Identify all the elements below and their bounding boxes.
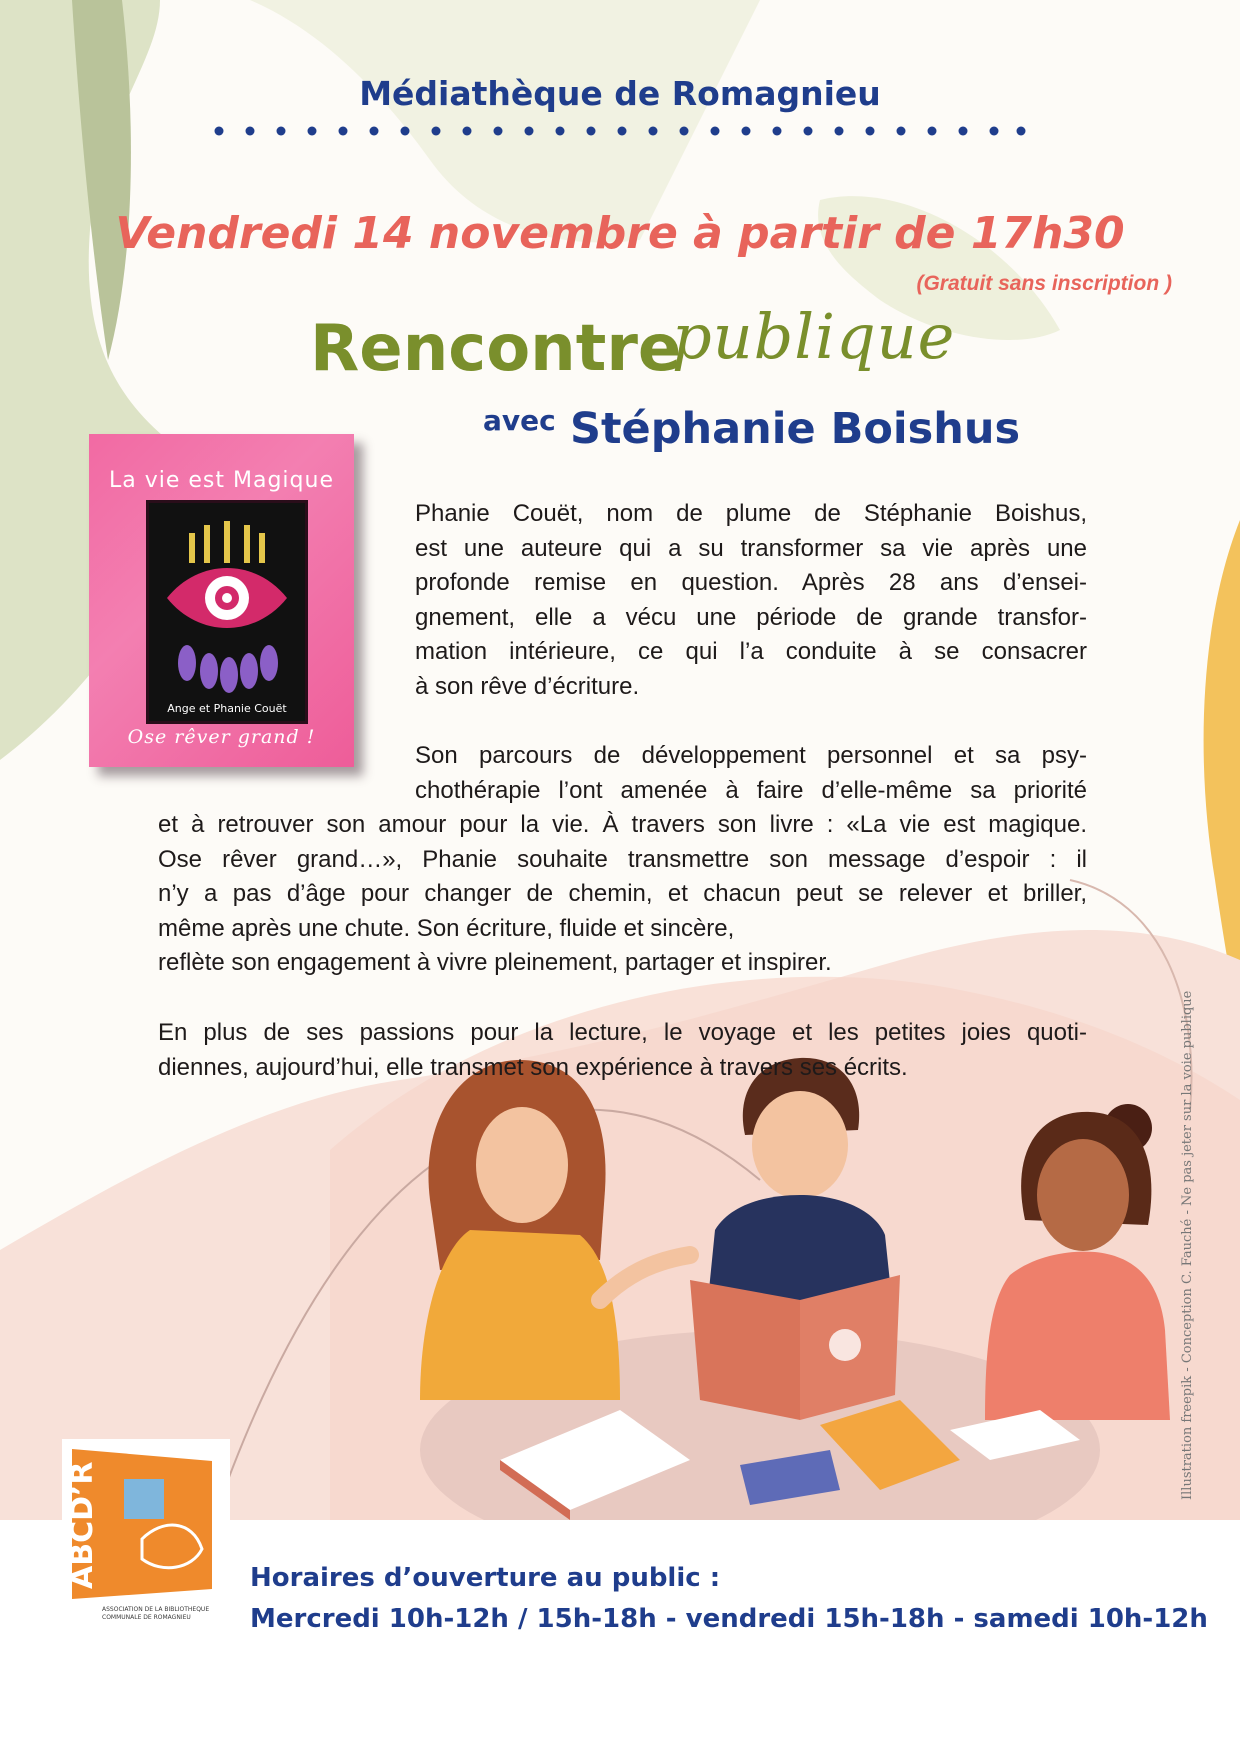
- book-cover-artwork: [146, 500, 308, 724]
- book-cover-authors: Ange et Phanie Couët: [167, 702, 287, 715]
- text-line: profonde remise en question. Après 28 ans d’ensei-: [415, 569, 1087, 597]
- author-name: Stéphanie Boishus: [570, 404, 1021, 454]
- text-line: chothérapie l’ont amenée à faire d’elle-même sa priorité: [415, 776, 1087, 804]
- text-line: Ose rêver grand…», Phanie souhaite transmettre son message d’espoir : il: [158, 845, 1087, 873]
- illustration-credit: Illustration freepik - Conception C. Fauché - Ne pas jeter sur la voie publique: [1180, 990, 1195, 1500]
- event-date: Vendredi 14 novembre à partir de 17h30: [115, 208, 1125, 259]
- book-cover-tagline: Ose rêver grand !: [127, 726, 316, 748]
- text-line: est une auteure qui a su transformer sa vie après une: [415, 534, 1087, 562]
- book-cover: [89, 434, 354, 767]
- abcdr-logo: [62, 1439, 230, 1635]
- text-line: n’y a pas d’âge pour changer de chemin, et chacun peut se relever et briller,: [158, 880, 1087, 908]
- text-line: Phanie Couët, nom de plume de Stéphanie Boishus,: [415, 500, 1087, 527]
- library-title: Médiathèque de Romagnieu: [359, 74, 881, 113]
- paragraph-passions: [158, 1016, 1087, 1085]
- text-line: diennes, aujourd’hui, elle transmet son expérience à travers ses écrits.: [158, 1053, 908, 1081]
- text-line: même après une chute. Son écriture, fluide et sincère,: [158, 914, 735, 942]
- heading-publique-script: publique: [672, 300, 956, 373]
- dotted-divider: [212, 124, 1028, 138]
- paragraph-journey-start: [415, 739, 1087, 808]
- book-cover-title: La vie est Magique: [109, 468, 334, 493]
- paragraph-journey-rest: [158, 808, 1087, 981]
- text-line: reflète son engagement à vivre pleinement, partager et inspirer.: [158, 949, 832, 977]
- text-line: et à retrouver son amour pour la vie. À travers son livre : «La vie est magique.: [158, 811, 1087, 838]
- with-label: avec: [483, 404, 556, 437]
- svg-text:COMMUNALE DE ROMAGNIEU: COMMUNALE DE ROMAGNIEU: [102, 1614, 191, 1621]
- paragraph-intro: [415, 497, 1087, 705]
- text-line: gnement, elle a vécu une période de grande transfor-: [415, 603, 1087, 631]
- svg-text:ASSOCIATION DE LA BIBLIOTHEQUE: ASSOCIATION DE LA BIBLIOTHEQUE: [102, 1606, 210, 1613]
- svg-text:ABCD’R: ABCD’R: [65, 1461, 100, 1589]
- heading-rencontre: Rencontre: [310, 312, 682, 386]
- opening-hours-text: Mercredi 10h-12h / 15h-18h - vendredi 15h-18h - samedi 10h-12h: [250, 1604, 1208, 1634]
- text-line: Son parcours de développement personnel et sa psy-: [415, 742, 1087, 769]
- text-line: mation intérieure, ce qui l’a conduite à se consacrer: [415, 638, 1087, 666]
- eye-icon: [149, 503, 305, 721]
- text-line: à son rêve d’écriture.: [415, 672, 640, 700]
- opening-hours-title: Horaires d’ouverture au public :: [250, 1563, 721, 1593]
- text-line: En plus de ses passions pour la lecture, le voyage et les petites joies quoti-: [158, 1019, 1087, 1046]
- free-admission-note: (Gratuit sans inscription ): [916, 272, 1172, 295]
- sage-arc-shape: [250, 0, 760, 242]
